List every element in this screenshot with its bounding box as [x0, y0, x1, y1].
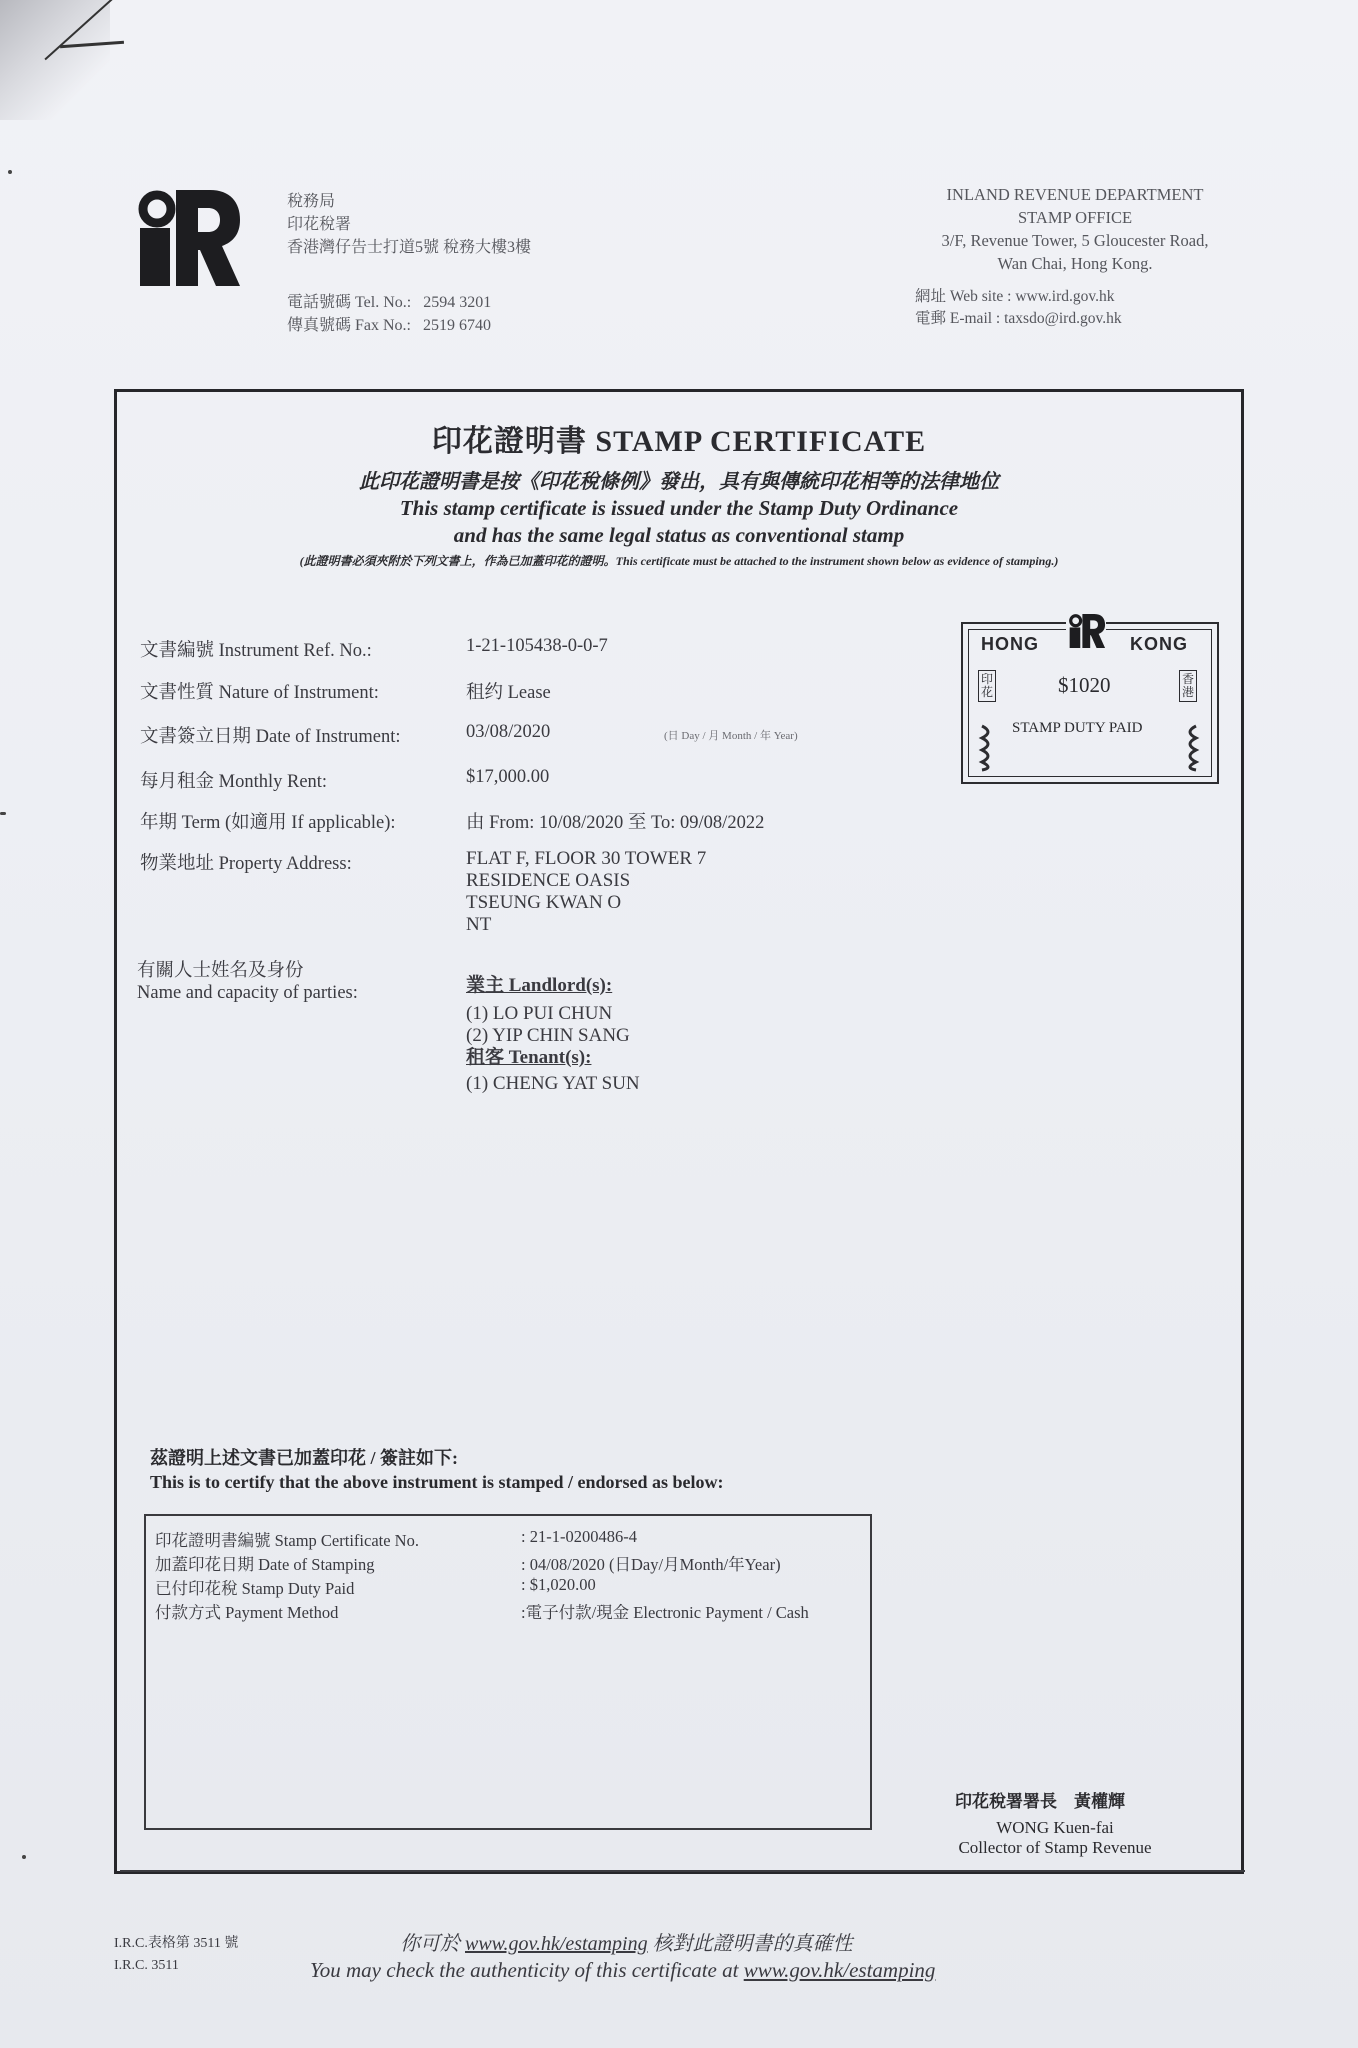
address-line: FLAT F, FLOOR 30 TOWER 7 [466, 848, 707, 869]
parties-label-en: Name and capacity of parties: [137, 983, 358, 1003]
dept-cn-line: 稅務局 [287, 193, 336, 210]
dept-cn-line: 香港灣仔告士打道5號 稅務大樓3樓 [287, 239, 532, 256]
dept-en-line: Wan Chai, Hong Kong. [997, 254, 1153, 273]
legal-status-en-2: and has the same legal status as conventional stamp [453, 523, 905, 547]
date-format-hint: (日 Day / 月 Month / 年 Year) [664, 730, 798, 742]
dept-address-cn [287, 190, 531, 259]
stamp-ornament-icon [1180, 722, 1200, 772]
estamping-link-en[interactable]: www.gov.hk/estamping [743, 1958, 936, 1982]
legal-status-cn: 此印花證明書是按《印花稅條例》發出，具有與傳統印花相等的法律地位 [359, 471, 999, 493]
email[interactable]: 電郵 E-mail : taxsdo@ird.gov.hk [915, 310, 1122, 327]
fax-value: 2519 6740 [423, 317, 492, 334]
web-contacts [915, 286, 1122, 330]
address-label: 物業地址 Property Address: [140, 854, 352, 874]
address-line: RESIDENCE OASIS [466, 870, 631, 891]
stamping-date-label: 加蓋印花日期 Date of Stamping [155, 1555, 375, 1574]
dept-cn-line: 印花稅署 [287, 216, 352, 233]
contact-numbers [287, 291, 491, 337]
certify-line-cn: 茲證明上述文書已加蓋印花 / 簽註如下: [150, 1448, 458, 1468]
verify-en-pre: You may check the authenticity of this certificate at [310, 1958, 739, 1982]
ref-label: 文書編號 Instrument Ref. No.: [140, 641, 372, 661]
nature-value: 租约 Lease [466, 683, 551, 703]
form-number-cn: I.R.C.表格第 3511 號 [114, 1936, 239, 1951]
term-label: 年期 Term (如適用 If applicable): [140, 813, 396, 833]
fax-label: 傳真號碼 Fax No.: [287, 317, 412, 334]
stamp-ird-logo-icon [1068, 614, 1106, 648]
ird-logo-icon [138, 190, 240, 286]
address-line: TSEUNG KWAN O [466, 892, 622, 913]
stamp-hong: HONG [981, 634, 1039, 654]
parties-label [137, 960, 358, 1004]
stamp-side-right: 香港 [1179, 670, 1197, 702]
stamp-kong: KONG [1130, 634, 1188, 654]
verify-note-cn [400, 1927, 853, 1956]
speck [0, 812, 6, 815]
attachment-note: (此證明書必須夾附於下列文書上，作為已加蓋印花的證明。This certificate must be attached to the instrument shown below as evidence of stamping.) [299, 554, 1059, 568]
frame-shadow [120, 1870, 1245, 1872]
verify-cn-pre: 你可於 [400, 1933, 460, 1955]
rent-label: 每月租金 Monthly Rent: [140, 772, 328, 792]
landlord-item: (1) LO PUI CHUN [466, 1003, 613, 1024]
dept-address-en [870, 183, 1280, 275]
verify-cn-post: 核對此證明書的真確性 [652, 1933, 853, 1955]
speck [22, 1855, 26, 1859]
tenant-item: (1) CHENG YAT SUN [466, 1073, 640, 1094]
parties-label-cn: 有關人士姓名及身份 [137, 961, 304, 981]
landlord-heading: 業主 Landlord(s): [466, 975, 613, 996]
tel-label: 電話號碼 Tel. No.: [287, 294, 412, 311]
collector-signature-block [940, 1818, 1170, 1858]
stamp-side-left: 印花 [978, 670, 996, 702]
tel-value: 2594 3201 [423, 294, 492, 311]
landlord-item: (2) YIP CHIN SANG [466, 1025, 630, 1046]
stamp-ornament-icon [978, 722, 998, 772]
duty-paid-value: : $1,020.00 [521, 1575, 596, 1594]
stamping-date-value: : 04/08/2020 (日Day/月Month/年Year) [521, 1555, 781, 1574]
cert-no-label: 印花證明書編號 Stamp Certificate No. [155, 1531, 419, 1550]
verify-note-en [310, 1958, 935, 1983]
tenant-heading: 租客 Tenant(s): [466, 1047, 592, 1068]
speck [8, 170, 12, 174]
dept-en-line: 3/F, Revenue Tower, 5 Gloucester Road, [941, 231, 1209, 250]
collector-title-en: Collector of Stamp Revenue [958, 1838, 1152, 1857]
page-fold-shadow [0, 0, 110, 120]
cert-no-value: : 21-1-0200486-4 [521, 1527, 637, 1546]
estamping-link-cn[interactable]: www.gov.hk/estamping [465, 1933, 648, 1955]
nature-label: 文書性質 Nature of Instrument: [140, 683, 379, 703]
date-label: 文書簽立日期 Date of Instrument: [140, 727, 401, 747]
collector-name: WONG Kuen-fai [996, 1818, 1114, 1837]
property-address [466, 848, 706, 936]
address-line: NT [466, 914, 492, 935]
stamp-amount: $1020 [1058, 673, 1111, 697]
payment-method-value: :電子付款/現金 Electronic Payment / Cash [521, 1603, 809, 1622]
stamp-caption: STAMP DUTY PAID [1012, 720, 1143, 736]
collector-title-cn: 印花稅署署長 黃權輝 [955, 1792, 1125, 1811]
date-value: 03/08/2020 [466, 722, 551, 742]
dept-en-line: INLAND REVENUE DEPARTMENT [946, 185, 1204, 204]
payment-method-label: 付款方式 Payment Method [155, 1603, 339, 1622]
form-number-en: I.R.C. 3511 [114, 1958, 179, 1973]
certificate-title: 印花證明書 STAMP CERTIFICATE [431, 425, 927, 458]
term-value: 由 From: 10/08/2020 至 To: 09/08/2022 [466, 813, 765, 833]
certify-line-en: This is to certify that the above instrument is stamped / endorsed as below: [150, 1472, 724, 1492]
duty-paid-label: 已付印花稅 Stamp Duty Paid [155, 1579, 355, 1598]
legal-status-en-1: This stamp certificate is issued under the Stamp Duty Ordinance [399, 496, 959, 520]
parties-list [466, 975, 640, 1095]
website[interactable]: 網址 Web site : www.ird.gov.hk [915, 288, 1115, 305]
rent-value: $17,000.00 [466, 767, 550, 787]
dept-en-line: STAMP OFFICE [1017, 208, 1133, 227]
ref-value: 1-21-105438-0-0-7 [466, 636, 608, 656]
